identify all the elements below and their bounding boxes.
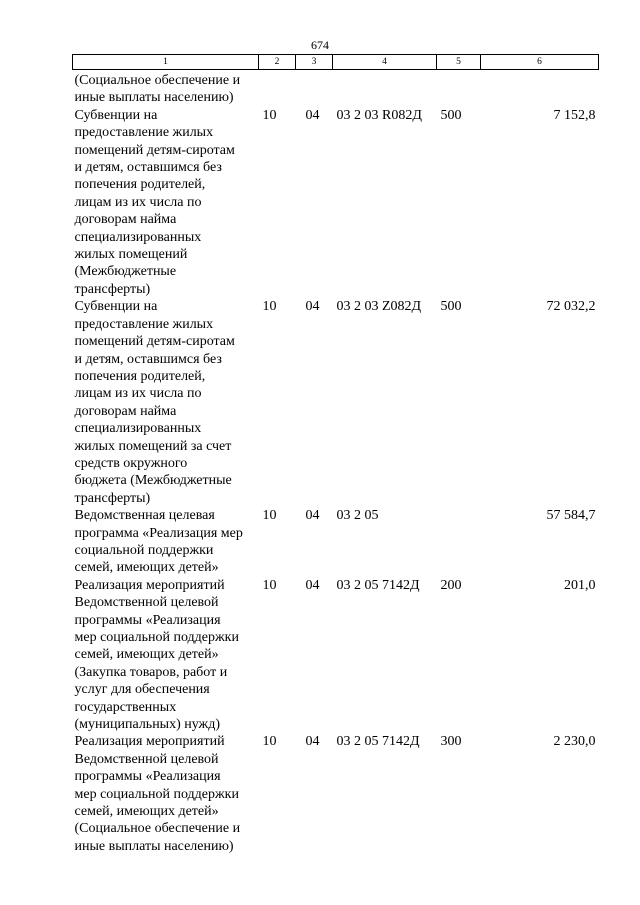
header-row bbox=[73, 55, 599, 70]
row-name: Субвенции на предоставление жилых помещений детям-сиротам и детям, оставшимся без попечения родителей, лицам из их числа по договорам найма специализированных жилых помещений за счет средств окружного бюджета (Межбюджетные трансферты) bbox=[74, 299, 235, 506]
row-expense-type bbox=[437, 70, 481, 107]
row-expense-type: 500 bbox=[440, 107, 462, 123]
row-amount: 72 032,2 bbox=[546, 299, 596, 315]
row-amount: 2 230,0 bbox=[553, 734, 596, 750]
header-col-5: 5 bbox=[437, 55, 481, 70]
row-section bbox=[259, 70, 296, 107]
header-col-1: 1 bbox=[73, 55, 259, 70]
row-expense-type: 500 bbox=[440, 299, 462, 315]
row-section: 10 bbox=[262, 734, 277, 750]
row-amount bbox=[481, 70, 599, 107]
table-row bbox=[73, 298, 599, 507]
row-target-code: 03 2 05 7142Д bbox=[336, 734, 420, 750]
row-name: Субвенции на предоставление жилых помещений детям-сиротам и детям, оставшимся без попечения родителей, лицам из их числа по договорам найма специализированных жилых помещений (Межбюджетные трансферты) bbox=[74, 107, 235, 297]
row-target-code: 03 2 05 bbox=[336, 508, 379, 524]
header-col-6: 6 bbox=[481, 55, 599, 70]
table-row bbox=[73, 507, 599, 577]
row-target-code: 03 2 03 Z082Д bbox=[336, 299, 422, 315]
table-row bbox=[73, 577, 599, 734]
row-name: Ведомственная целевая программа «Реализация мер социальной поддержки семей, имеющих детей» bbox=[74, 508, 243, 576]
row-name: (Социальное обеспечение и иные выплаты населению) bbox=[74, 73, 241, 106]
row-section: 10 bbox=[262, 299, 277, 315]
row-subsection: 04 bbox=[305, 107, 320, 123]
row-target-code bbox=[333, 70, 437, 107]
row-subsection: 04 bbox=[305, 299, 320, 315]
row-expense-type: 300 bbox=[440, 734, 462, 750]
page-number: 674 bbox=[311, 38, 329, 52]
row-amount: 7 152,8 bbox=[553, 107, 596, 123]
budget-table bbox=[72, 54, 599, 855]
row-section: 10 bbox=[262, 577, 277, 593]
header-col-4: 4 bbox=[333, 55, 437, 70]
header-col-2: 2 bbox=[259, 55, 296, 70]
table-row bbox=[73, 107, 599, 298]
row-subsection: 04 bbox=[305, 577, 320, 593]
table-row bbox=[73, 70, 599, 107]
row-expense-type: 200 bbox=[440, 577, 462, 593]
row-expense-type bbox=[437, 507, 481, 577]
row-amount: 57 584,7 bbox=[546, 508, 596, 524]
row-name: Реализация мероприятий Ведомственной целевой программы «Реализация мер социальной поддержки семей, имеющих детей» (Социальное обеспечение и иные выплаты населению) bbox=[74, 734, 241, 854]
row-target-code: 03 2 03 R082Д bbox=[336, 107, 422, 123]
row-name: Реализация мероприятий Ведомственной целевой программы «Реализация мер социальной поддержки семей, имеющих детей» (Закупка товаров, работ и услуг для обеспечения государственных (муниципальных) нужд) bbox=[74, 577, 239, 733]
row-target-code: 03 2 05 7142Д bbox=[336, 577, 420, 593]
row-subsection: 04 bbox=[305, 734, 320, 750]
row-subsection: 04 bbox=[305, 508, 320, 524]
row-amount: 201,0 bbox=[564, 577, 596, 593]
row-section: 10 bbox=[262, 508, 277, 524]
row-section: 10 bbox=[262, 107, 277, 123]
row-subsection bbox=[296, 70, 333, 107]
column-number-header bbox=[73, 55, 599, 70]
header-col-3: 3 bbox=[296, 55, 333, 70]
table-row bbox=[73, 733, 599, 855]
